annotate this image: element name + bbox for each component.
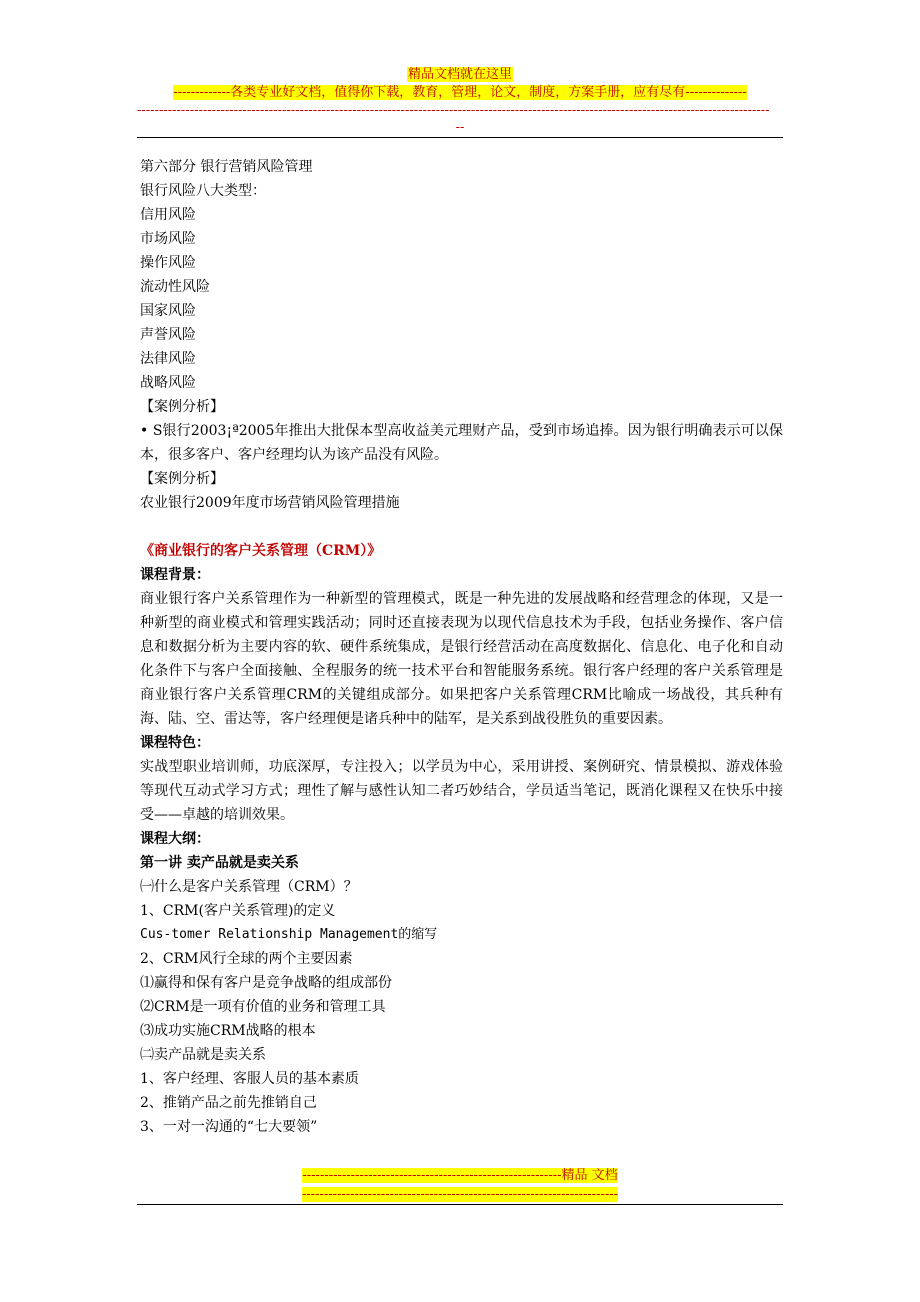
outline-line: ⑶成功实施CRM战略的根本	[140, 1023, 316, 1039]
outline-line: ⑴赢得和保有客户是竞争战略的组成部份	[140, 975, 392, 991]
document-body	[140, 155, 783, 1139]
header-title	[0, 66, 920, 84]
course-title: 《商业银行的客户关系管理（CRM）》	[140, 543, 382, 559]
header-subtitle	[0, 84, 920, 102]
footer-line-2	[0, 1186, 920, 1203]
background-label: 课程背景：	[140, 567, 210, 583]
risk-item: 国家风险	[140, 303, 196, 319]
outline-line: 2、CRM风行全球的两个主要因素	[140, 951, 353, 967]
background-text: 商业银行客户关系管理作为一种新型的管理模式，既是一种先进的发展战略和经营理念的体现，又是一种新型的商业模式和管理实践活动；同时还直接表现为以现代信息技术为手段，包括业务操作、客户信息和数据分析为主要内容的软、硬件系统集成，是银行经营活动在高度数据化、信息化、电子化和自动化条件下与客户全面接触、全程服务的统一技术平台和智能服务系统。银行客户经理的客户关系管理是商业银行客户关系管理CRM的关键组成部分。如果把客户关系管理CRM比喻成一场战役，其兵种有海、陆、空、雷达等，客户经理便是诸兵种中的陆军，是关系到战役胜负的重要因素。	[140, 591, 783, 727]
case-label: 【案例分析】	[140, 471, 224, 487]
outline-line: ㈡卖产品就是卖关系	[140, 1047, 266, 1063]
outline-line: 1、CRM(客户关系管理)的定义	[140, 903, 336, 919]
outline-line: ㈠什么是客户关系管理（CRM）？	[140, 879, 358, 895]
outline-line: Cus-tomer Relationship Management的缩写	[140, 927, 438, 942]
risk-item: 法律风险	[140, 351, 196, 367]
footer-line-1	[0, 1167, 920, 1185]
risk-item: 市场风险	[140, 231, 196, 247]
risk-item: 操作风险	[140, 255, 196, 271]
header-subtitle-text: -------------各类专业好文档，值得你下载，教育，管理，论文，制度，方案手册，应有尽有--------------	[173, 85, 747, 100]
footer-line-1-text: -----------------------------------------------------------精品 文档	[302, 1168, 618, 1183]
outline-label: 课程大纲：	[140, 831, 210, 847]
features-text: 实战型职业培训师，功底深厚，专注投入；以学员为中心，采用讲授、案例研究、情景模拟、游戏体验等现代互动式学习方式；理性了解与感性认知二者巧妙结合，学员适当笔记，既消化课程又在快乐中接受——卓越的培训效果。	[140, 759, 783, 823]
risk-item: 信用风险	[140, 207, 196, 223]
lecture-title: 第一讲 卖产品就是卖关系	[140, 855, 299, 871]
header-title-text: 精品文档就在这里	[407, 67, 512, 82]
case-text: • S银行2003¡ª2005年推出大批保本型高收益美元理财产品，受到市场追捧。因为银行明确表示可以保本，很多客户、客户经理均认为该产品没有风险。	[140, 423, 783, 463]
outline-line: 2、推销产品之前先推销自己	[140, 1095, 317, 1111]
footer-rule	[137, 1204, 783, 1205]
risk-item: 流动性风险	[140, 279, 210, 295]
outline-line: ⑵CRM是一项有价值的业务和管理工具	[140, 999, 386, 1015]
header-dash-line: ------------------------------------------------------------------------------------------------------------------------------------------------	[137, 103, 770, 118]
case-label: 【案例分析】	[140, 399, 224, 415]
header-rule	[137, 137, 783, 138]
outline-line: 3、一对一沟通的“七大要领”	[140, 1119, 318, 1135]
risk-item: 战略风险	[140, 375, 196, 391]
header-dash-tail: --	[455, 120, 465, 135]
features-label: 课程特色：	[140, 735, 210, 751]
risk-types-intro: 银行风险八大类型：	[140, 183, 266, 199]
outline-line: 1、客户经理、客服人员的基本素质	[140, 1071, 359, 1087]
case-text: 农业银行2009年度市场营销风险管理措施	[140, 495, 400, 511]
section-heading: 第六部分 银行营销风险管理	[140, 159, 313, 175]
spacer	[140, 515, 783, 539]
risk-item: 声誉风险	[140, 327, 196, 343]
footer-line-2-text: ------------------------------------------------------------------------	[301, 1187, 619, 1202]
